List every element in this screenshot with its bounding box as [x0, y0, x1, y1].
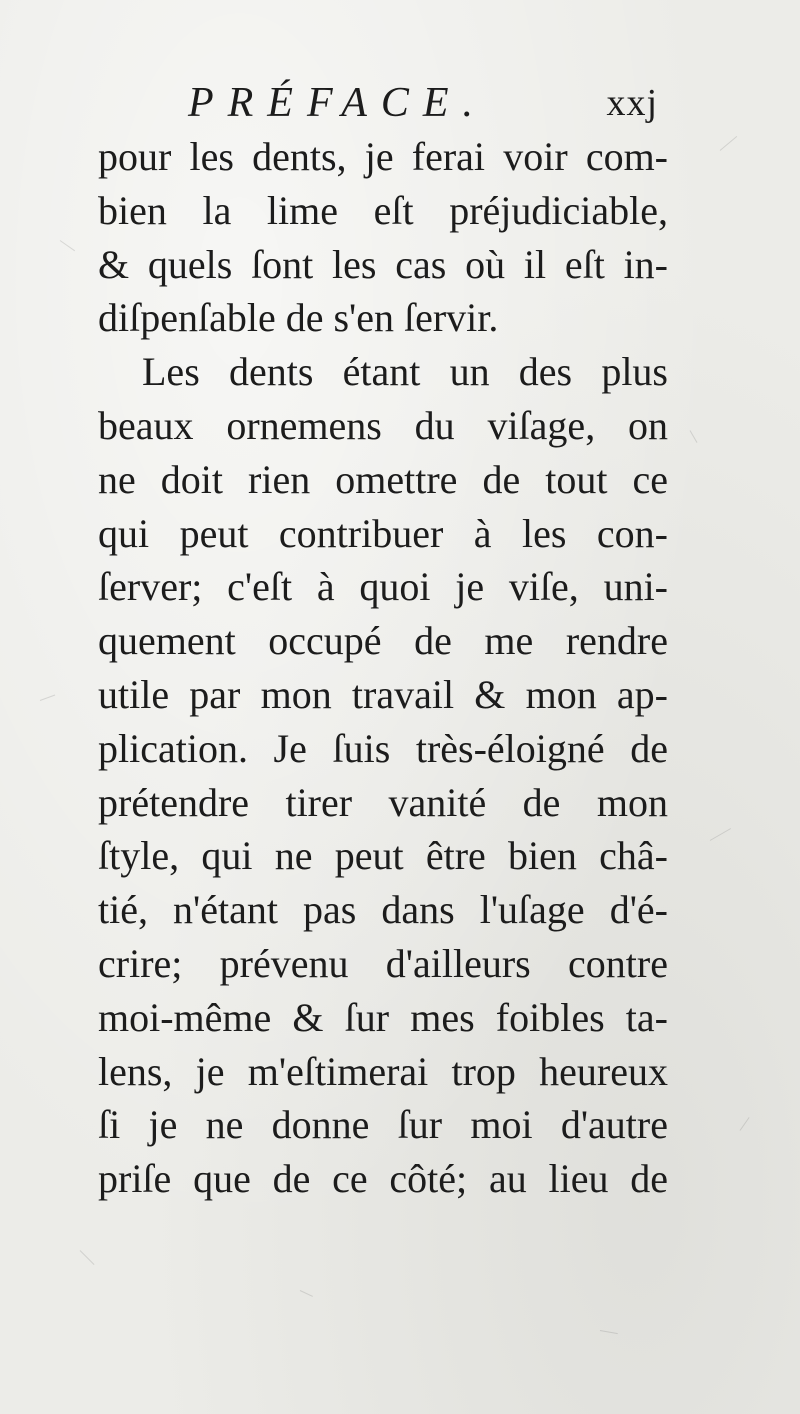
- text-line: beaux ornemens du viſage, on: [98, 402, 668, 448]
- text-line: bien la lime eſt préjudiciable,: [98, 187, 668, 233]
- text-line: lens, je m'eſtimerai trop heureux: [98, 1048, 668, 1094]
- paper-fiber: [740, 1117, 750, 1131]
- text-line: ſtyle, qui ne peut être bien châ-: [98, 833, 668, 879]
- paper-fiber: [300, 1290, 313, 1297]
- text-line: moi-même & ſur mes foibles ta-: [98, 994, 668, 1040]
- text-line: plication. Je ſuis très-éloigné de: [98, 725, 668, 771]
- paper-fiber: [710, 828, 731, 841]
- text-line: ſi je ne donne ſur moi d'autre: [98, 1102, 668, 1148]
- text-line: tié, n'étant pas dans l'uſage d'é-: [98, 887, 668, 933]
- body-text: [98, 130, 668, 1206]
- text-line: ne doit rien omettre de tout ce: [98, 456, 668, 502]
- text-line: crire; prévenu d'ailleurs contre: [98, 940, 668, 986]
- page-header: [188, 78, 658, 128]
- paper-fiber: [40, 695, 55, 701]
- text-line: diſpenſable de s'en ſervir.: [98, 295, 499, 341]
- paper-fiber: [60, 240, 75, 251]
- page-number: xxj: [606, 82, 658, 124]
- text-line: pour les dents, je ferai voir com-: [98, 134, 668, 179]
- text-line: ſerver; c'eſt à quoi je viſe, uni-: [98, 564, 668, 610]
- text-line: & quels ſont les cas où il eſt in-: [98, 241, 668, 287]
- paragraph-start-line: Les dents étant un des plus: [142, 349, 668, 395]
- text-line: priſe que de ce côté; au lieu de: [98, 1156, 668, 1202]
- text-line: qui peut contribuer à les con-: [98, 510, 668, 556]
- text-line: prétendre tirer vanité de mon: [98, 779, 668, 825]
- paper-fiber: [720, 136, 737, 151]
- paper-fiber: [690, 430, 698, 443]
- paper-fiber: [80, 1250, 95, 1265]
- text-line: utile par mon travail & mon ap-: [98, 671, 668, 717]
- running-title: PRÉFACE.: [188, 80, 488, 126]
- text-line: quement occupé de me rendre: [98, 618, 668, 664]
- paper-fiber: [600, 1330, 618, 1334]
